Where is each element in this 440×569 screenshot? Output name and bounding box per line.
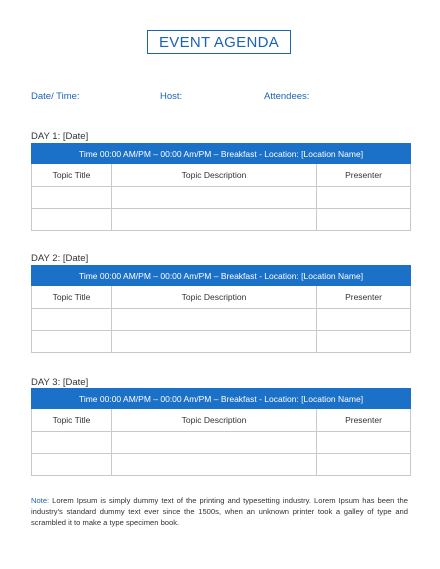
day-1-agenda-table	[31, 143, 411, 231]
column-header-presenter: Presenter	[317, 286, 411, 309]
table-row	[32, 432, 411, 454]
column-header-topic-description: Topic Description	[112, 164, 317, 187]
day-2-agenda-table	[31, 265, 411, 353]
column-header-topic-description: Topic Description	[112, 286, 317, 309]
host-label: Host:	[160, 91, 183, 102]
empty-cell	[112, 432, 317, 454]
empty-cell	[317, 209, 411, 231]
empty-cell	[32, 331, 112, 353]
empty-cell	[112, 187, 317, 209]
empty-cell	[32, 209, 112, 231]
column-header-topic-description: Topic Description	[112, 409, 317, 432]
day-1-time-banner: Time 00:00 AM/PM – 00:00 Am/PM – Breakfast - Location: [Location Name]	[32, 144, 411, 164]
empty-cell	[112, 331, 317, 353]
table-row	[32, 209, 411, 231]
page-title: EVENT AGENDA	[147, 30, 291, 54]
table-row	[32, 309, 411, 331]
day-3-agenda-table	[31, 388, 411, 476]
day-3-label: DAY 3: [Date]	[31, 377, 89, 388]
column-header-topic-title: Topic Title	[32, 409, 112, 432]
day-3-time-banner: Time 00:00 AM/PM – 00:00 Am/PM – Breakfast - Location: [Location Name]	[32, 389, 411, 409]
table-row	[32, 187, 411, 209]
empty-cell	[32, 454, 112, 476]
day-1-label: DAY 1: [Date]	[31, 131, 89, 142]
column-header-presenter: Presenter	[317, 409, 411, 432]
date-time-label: Date/ Time:	[31, 91, 80, 102]
day-2-time-banner: Time 00:00 AM/PM – 00:00 Am/PM – Breakfast - Location: [Location Name]	[32, 266, 411, 286]
empty-cell	[317, 187, 411, 209]
empty-cell	[317, 309, 411, 331]
empty-cell	[32, 309, 112, 331]
day-2-label: DAY 2: [Date]	[31, 253, 89, 264]
empty-cell	[112, 209, 317, 231]
empty-cell	[32, 187, 112, 209]
note-label: Note:	[31, 496, 50, 505]
empty-cell	[317, 432, 411, 454]
column-header-topic-title: Topic Title	[32, 286, 112, 309]
empty-cell	[32, 432, 112, 454]
footer-note	[31, 495, 408, 528]
attendees-label: Attendees:	[264, 91, 310, 102]
table-row	[32, 331, 411, 353]
empty-cell	[317, 454, 411, 476]
table-row	[32, 454, 411, 476]
column-header-topic-title: Topic Title	[32, 164, 112, 187]
column-header-presenter: Presenter	[317, 164, 411, 187]
empty-cell	[317, 331, 411, 353]
empty-cell	[112, 454, 317, 476]
empty-cell	[112, 309, 317, 331]
note-text: Lorem Ipsum is simply dummy text of the printing and typesetting industry. Lorem Ipsum has been the industry's standard dummy text ever since the 1500s, when an unknown printer took a galley of type and scrambled it to make a type specimen book.	[31, 496, 408, 527]
